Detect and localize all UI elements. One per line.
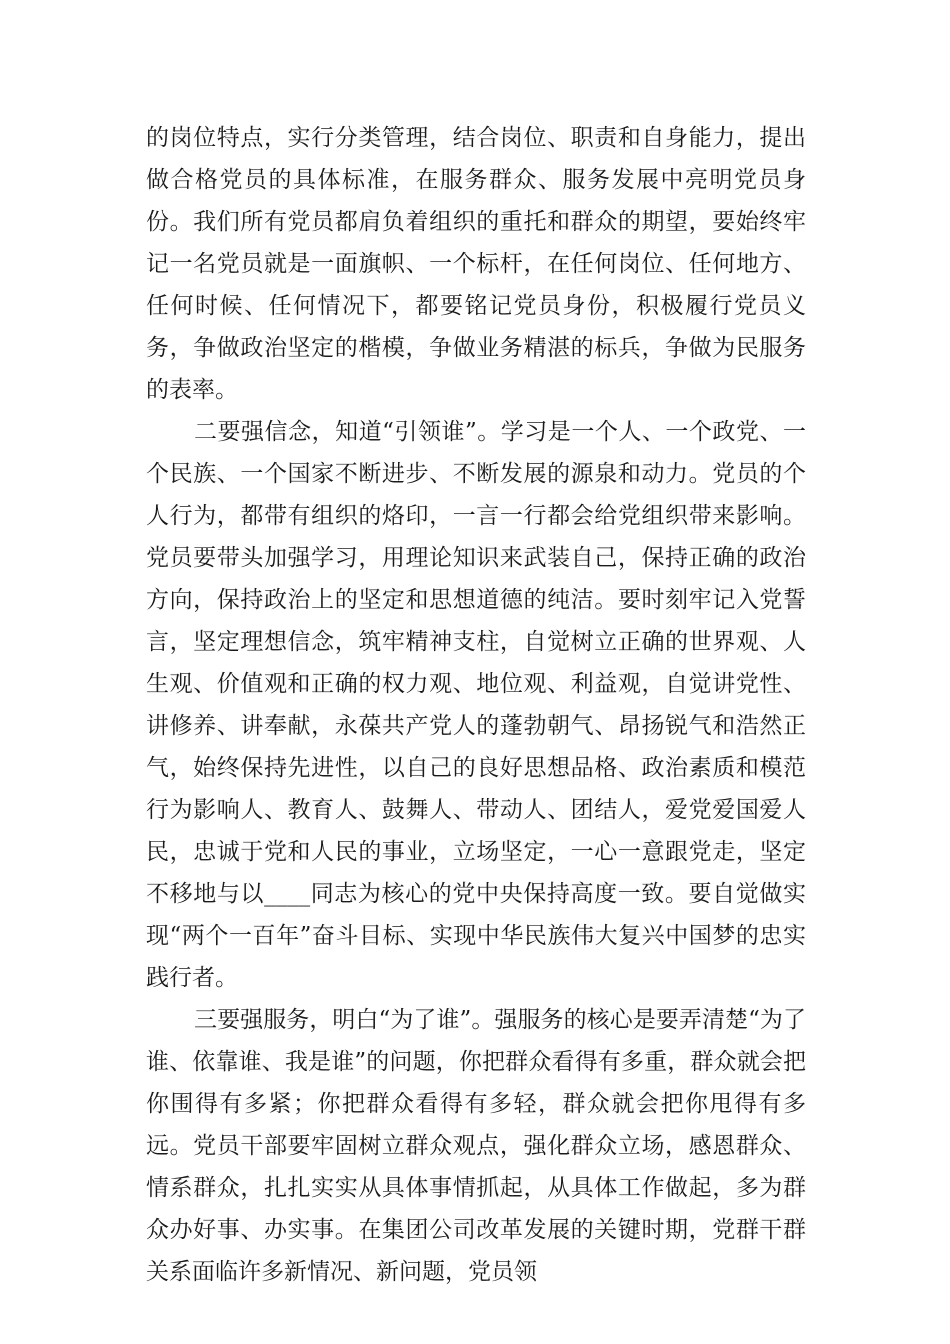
paragraph-3: 三要强服务，明白“为了谁”。强服务的核心是要弄清楚“为了谁、依靠谁、我是谁”的问题，你把群众看得有多重，群众就会把你围得有多紧；你把群众看得有多轻，群众就会把你甩得有多远。党员干部要牢固树立群众观点，强化群众立场，感恩群众、情系群众，扎扎实实从具体事情抓起，从具体工作做起，多为群众办好事、办实事。在集团公司改革发展的关键时期，党群干群关系面临许多新情况、新问题，党员领 [146,1007,806,1285]
document-body [146,117,806,1293]
paragraph-2: 二要强信念，知道“引领谁”。学习是一个人、一个政党、一个民族、一个国家不断进步、不断发展的源泉和动力。党员的个人行为，都带有组织的烙印，一言一行都会给党组织带来影响。党员要带头加强学习，用理论知识来武装自己，保持正确的政治方向，保持政治上的坚定和思想道德的纯洁。要时刻牢记入党誓言，坚定理想信念，筑牢精神支柱，自觉树立正确的世界观、人生观、价值观和正确的权力观、地位观、利益观，自觉讲党性、讲修养、讲奉献，永葆共产党人的蓬勃朝气、昂扬锐气和浩然正气，始终保持先进性，以自己的良好思想品格、政治素质和模范行为影响人、教育人、鼓舞人、带动人、团结人，爱党爱国爱人民，忠诚于党和人民的事业，立场坚定，一心一意跟党走，坚定不移地与以____同志为核心的党中央保持高度一致。要自觉做实现“两个一百年”奋斗目标、实现中华民族伟大复兴中国梦的忠实践行者。 [146,419,806,991]
paragraph-1: 的岗位特点，实行分类管理，结合岗位、职责和自身能力，提出做合格党员的具体标准，在服务群众、服务发展中亮明党员身份。我们所有党员都肩负着组织的重托和群众的期望，要始终牢记一名党员就是一面旗帜、一个标杆，在任何岗位、任何地方、任何时候、任何情况下，都要铭记党员身份，积极履行党员义务，争做政治坚定的楷模，争做业务精湛的标兵，争做为民服务的表率。 [146,125,806,403]
